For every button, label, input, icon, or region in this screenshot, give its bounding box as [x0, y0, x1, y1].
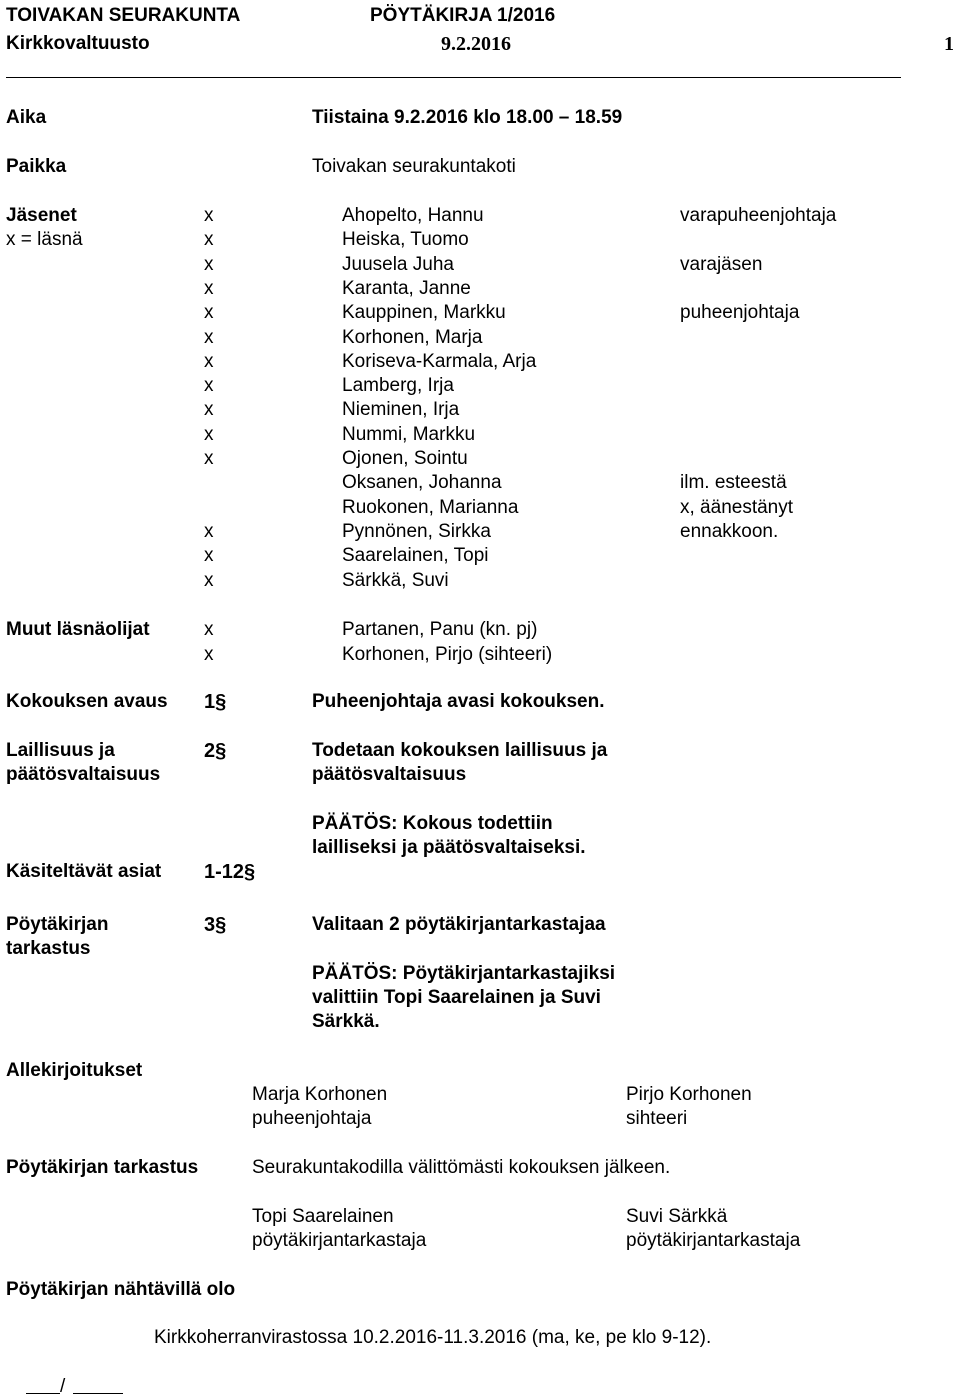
item-tarkastus-decision-1: PÄÄTÖS: Pöytäkirjantarkastajiksi: [312, 963, 616, 984]
member-presence-mark: x: [204, 351, 214, 372]
signatures-label: Allekirjoitukset: [6, 1060, 143, 1081]
header-rule: [6, 77, 901, 78]
page-number: 1: [944, 33, 954, 55]
member-role: varapuheenjohtaja: [680, 205, 837, 226]
org-name: TOIVAKAN SEURAKUNTA: [6, 5, 241, 26]
member-presence-mark: x: [204, 278, 214, 299]
member-presence-mark: x: [204, 254, 214, 275]
member-role: ennakkoon.: [680, 521, 779, 542]
inspector-1-name: Topi Saarelainen: [252, 1206, 394, 1227]
member-presence-mark: x: [204, 205, 214, 226]
member-presence-mark: x: [204, 545, 214, 566]
governing-body: Kirkkovaltuusto: [6, 33, 150, 54]
item-asiat-number: 1-12 §: [204, 860, 255, 884]
member-role: varajäsen: [680, 254, 763, 275]
member-name: Koriseva-Karmala, Arja: [342, 351, 537, 372]
member-presence-mark: x: [204, 570, 214, 591]
item-laillisuus-label-1: Laillisuus ja: [6, 740, 115, 761]
member-name: Ojonen, Sointu: [342, 448, 468, 469]
signature-secretary-role: sihteeri: [626, 1108, 688, 1129]
item-avaus-label: Kokouksen avaus: [6, 691, 168, 712]
member-presence-mark: x: [204, 302, 214, 323]
other-presence-mark: x: [204, 619, 214, 640]
signature-chair-name: Marja Korhonen: [252, 1084, 388, 1105]
member-presence-mark: x: [204, 399, 214, 420]
aika-value: Tiistaina 9.2.2016 klo 18.00 – 18.59: [312, 107, 623, 128]
aika-label: Aika: [6, 107, 47, 128]
member-role: ilm. esteestä: [680, 472, 787, 493]
member-name: Nummi, Markku: [342, 424, 476, 445]
inspection-label: Pöytäkirjan tarkastus: [6, 1157, 199, 1178]
member-name: Pynnönen, Sirkka: [342, 521, 491, 542]
item-tarkastus-decision-2: valittiin Topi Saarelainen ja Suvi: [312, 987, 601, 1008]
member-name: Kauppinen, Markku: [342, 302, 506, 323]
item-laillisuus-number: 2 §: [204, 739, 226, 763]
member-presence-mark: x: [204, 375, 214, 396]
inspector-2-role: pöytäkirjantarkastaja: [626, 1230, 801, 1251]
member-presence-mark: x: [204, 229, 214, 250]
member-role: x, äänestänyt: [680, 497, 794, 518]
date-separator: /: [60, 1376, 66, 1397]
item-laillisuus-decision-1: PÄÄTÖS: Kokous todettiin: [312, 813, 553, 834]
item-tarkastus-label-1: Pöytäkirjan: [6, 914, 109, 935]
inspector-2-name: Suvi Särkkä: [626, 1206, 728, 1227]
others-label: Muut läsnäolijat: [6, 619, 150, 640]
member-name: Karanta, Janne: [342, 278, 471, 299]
item-laillisuus-decision-2: lailliseksi ja päätösvaltaiseksi.: [312, 837, 586, 858]
date-blank-month: [73, 1393, 123, 1394]
date-blank-day: [26, 1393, 60, 1394]
member-name: Oksanen, Johanna: [342, 472, 502, 493]
member-name: Ruokonen, Marianna: [342, 497, 519, 518]
inspection-text: Seurakuntakodilla välittömästi kokouksen jälkeen.: [252, 1157, 671, 1178]
meeting-date: 9.2.2016: [441, 33, 511, 55]
other-attendee-name: Partanen, Panu (kn. pj): [342, 619, 538, 640]
other-presence-mark: x: [204, 644, 214, 665]
item-tarkastus-number: 3 §: [204, 913, 226, 937]
display-text: Kirkkoherranvirastossa 10.2.2016-11.3.2016 (ma, ke, pe klo 9-12).: [154, 1327, 712, 1348]
item-avaus-text: Puheenjohtaja avasi kokouksen.: [312, 691, 605, 712]
display-label: Pöytäkirjan nähtävillä olo: [6, 1279, 236, 1300]
member-presence-mark: x: [204, 327, 214, 348]
other-attendee-name: Korhonen, Pirjo (sihteeri): [342, 644, 553, 665]
document-title: PÖYTÄKIRJA 1/2016: [370, 5, 556, 26]
member-name: Särkkä, Suvi: [342, 570, 449, 591]
member-presence-mark: x: [204, 424, 214, 445]
item-tarkastus-decision-3: Särkkä.: [312, 1011, 380, 1032]
item-tarkastus-text: Valitaan 2 pöytäkirjantarkastajaa: [312, 914, 606, 935]
item-tarkastus-label-2: tarkastus: [6, 938, 91, 959]
member-name: Nieminen, Irja: [342, 399, 460, 420]
inspector-1-role: pöytäkirjantarkastaja: [252, 1230, 427, 1251]
member-name: Lamberg, Irja: [342, 375, 454, 396]
members-legend: x = läsnä: [6, 229, 83, 250]
members-label: Jäsenet: [6, 205, 77, 226]
item-laillisuus-text-1: Todetaan kokouksen laillisuus ja: [312, 740, 608, 761]
item-avaus-number: 1 §: [204, 690, 226, 714]
signature-secretary-name: Pirjo Korhonen: [626, 1084, 752, 1105]
member-name: Korhonen, Marja: [342, 327, 483, 348]
item-asiat-label: Käsiteltävät asiat: [6, 861, 162, 882]
paikka-label: Paikka: [6, 156, 67, 177]
member-presence-mark: x: [204, 448, 214, 469]
item-laillisuus-label-2: päätösvaltaisuus: [6, 764, 161, 785]
signature-chair-role: puheenjohtaja: [252, 1108, 372, 1129]
item-laillisuus-text-2: päätösvaltaisuus: [312, 764, 467, 785]
member-role: puheenjohtaja: [680, 302, 800, 323]
member-presence-mark: x: [204, 521, 214, 542]
member-name: Juusela Juha: [342, 254, 454, 275]
paikka-value: Toivakan seurakuntakoti: [312, 156, 516, 177]
member-name: Ahopelto, Hannu: [342, 205, 484, 226]
member-name: Saarelainen, Topi: [342, 545, 489, 566]
member-name: Heiska, Tuomo: [342, 229, 469, 250]
